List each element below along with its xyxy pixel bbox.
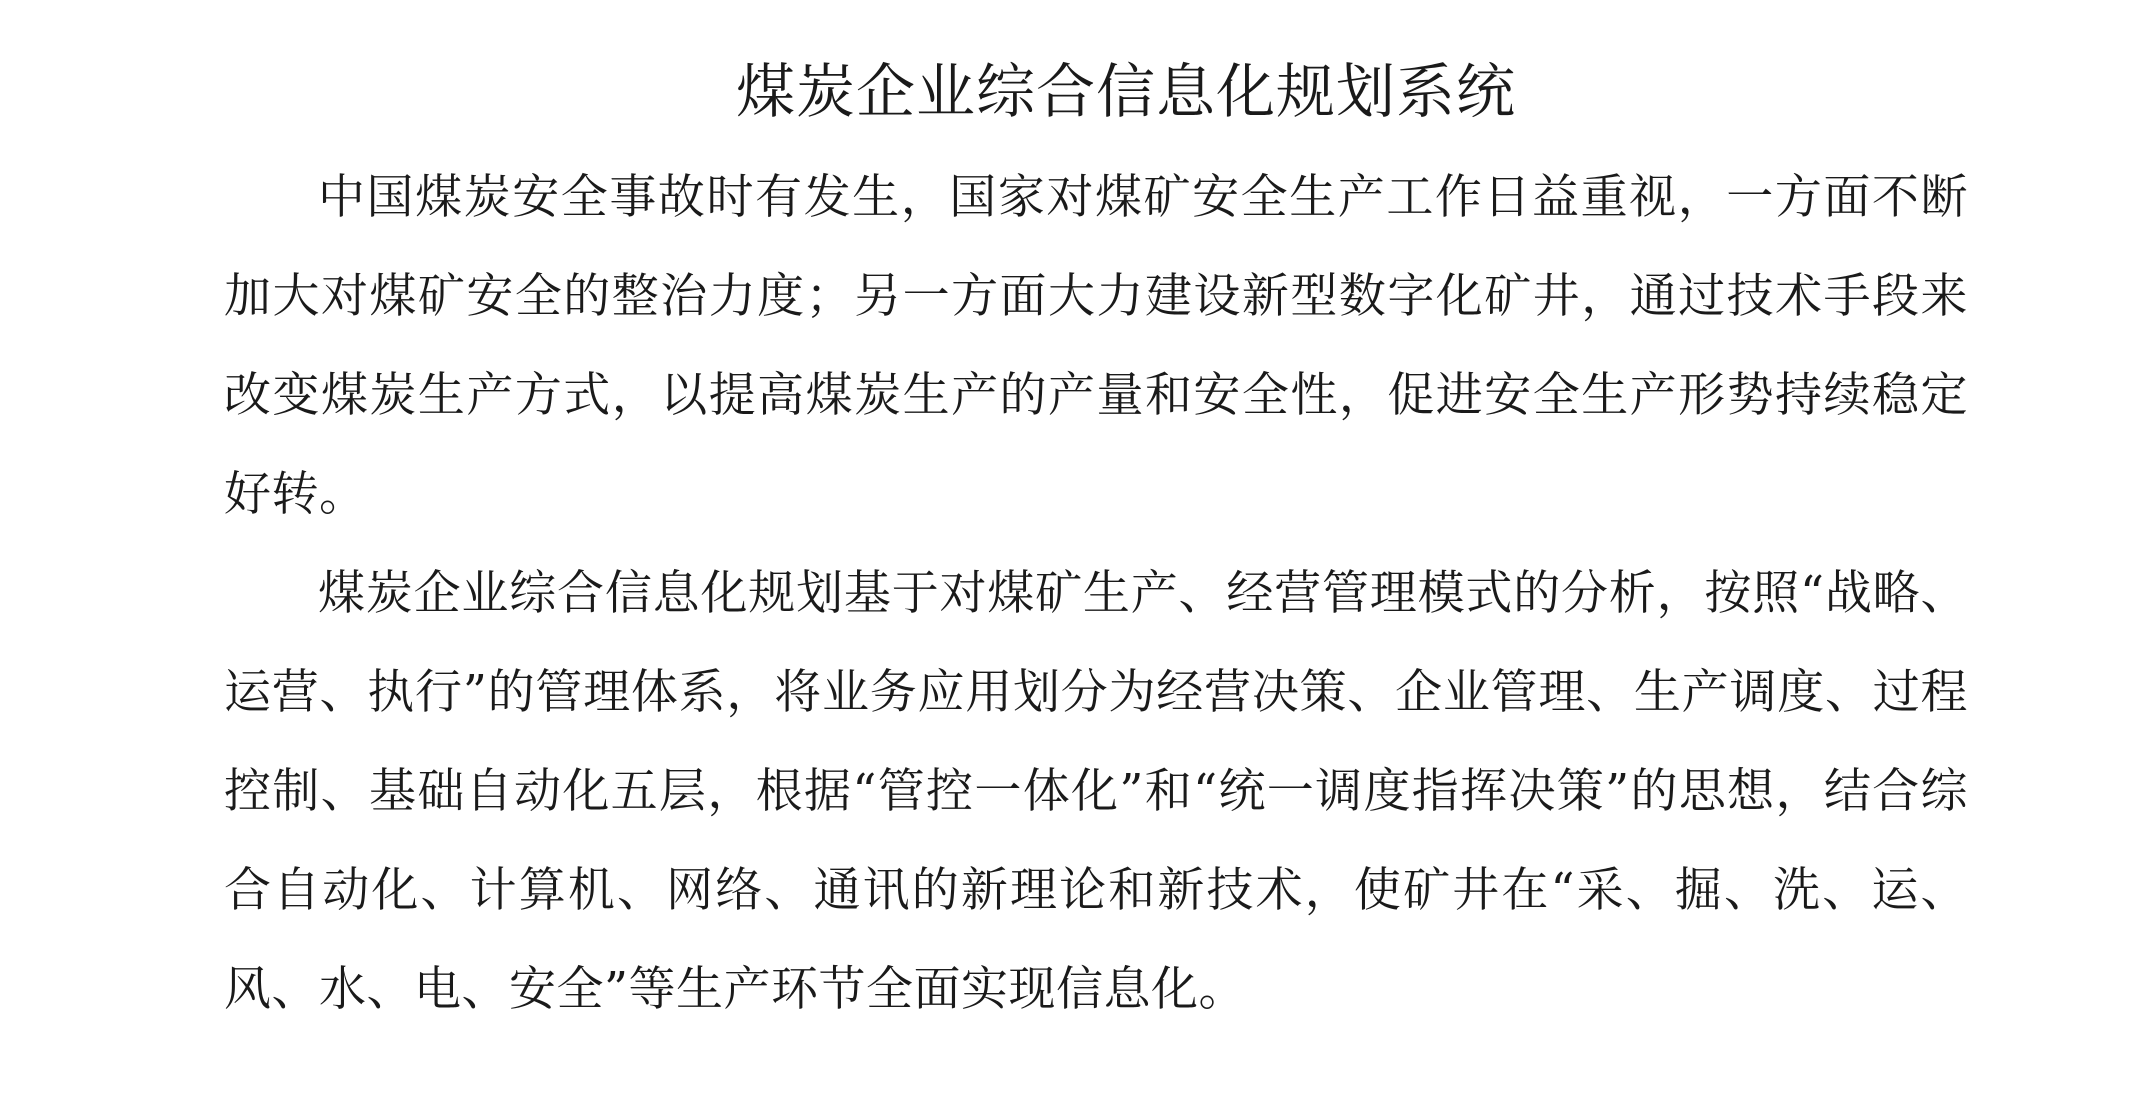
paragraph-1: 中国煤炭安全事故时有发生，国家对煤矿安全生产工作日益重视，一方面不断加大对煤矿安全的整治力度；另一方面大力建设新型数字化矿井，通过技术手段来改变煤炭生产方式，以提高煤炭生产的产量和安全性，促进安全生产形势持续稳定好转。: [224, 170, 1968, 522]
document-page: [224, 50, 1968, 1039]
paragraph-2: 煤炭企业综合信息化规划基于对煤矿生产、经营管理模式的分析，按照“战略、运营、执行”的管理体系，将业务应用划分为经营决策、企业管理、生产调度、过程控制、基础自动化五层，根据“管控一体化”和“统一调度指挥决策”的思想，结合综合自动化、计算机、网络、通讯的新理论和新技术，使矿井在“采、掘、洗、运、风、水、电、安全”等生产环节全面实现信息化。: [224, 566, 1968, 1017]
document-title: 煤炭企业综合信息化规划系统: [735, 57, 1516, 126]
